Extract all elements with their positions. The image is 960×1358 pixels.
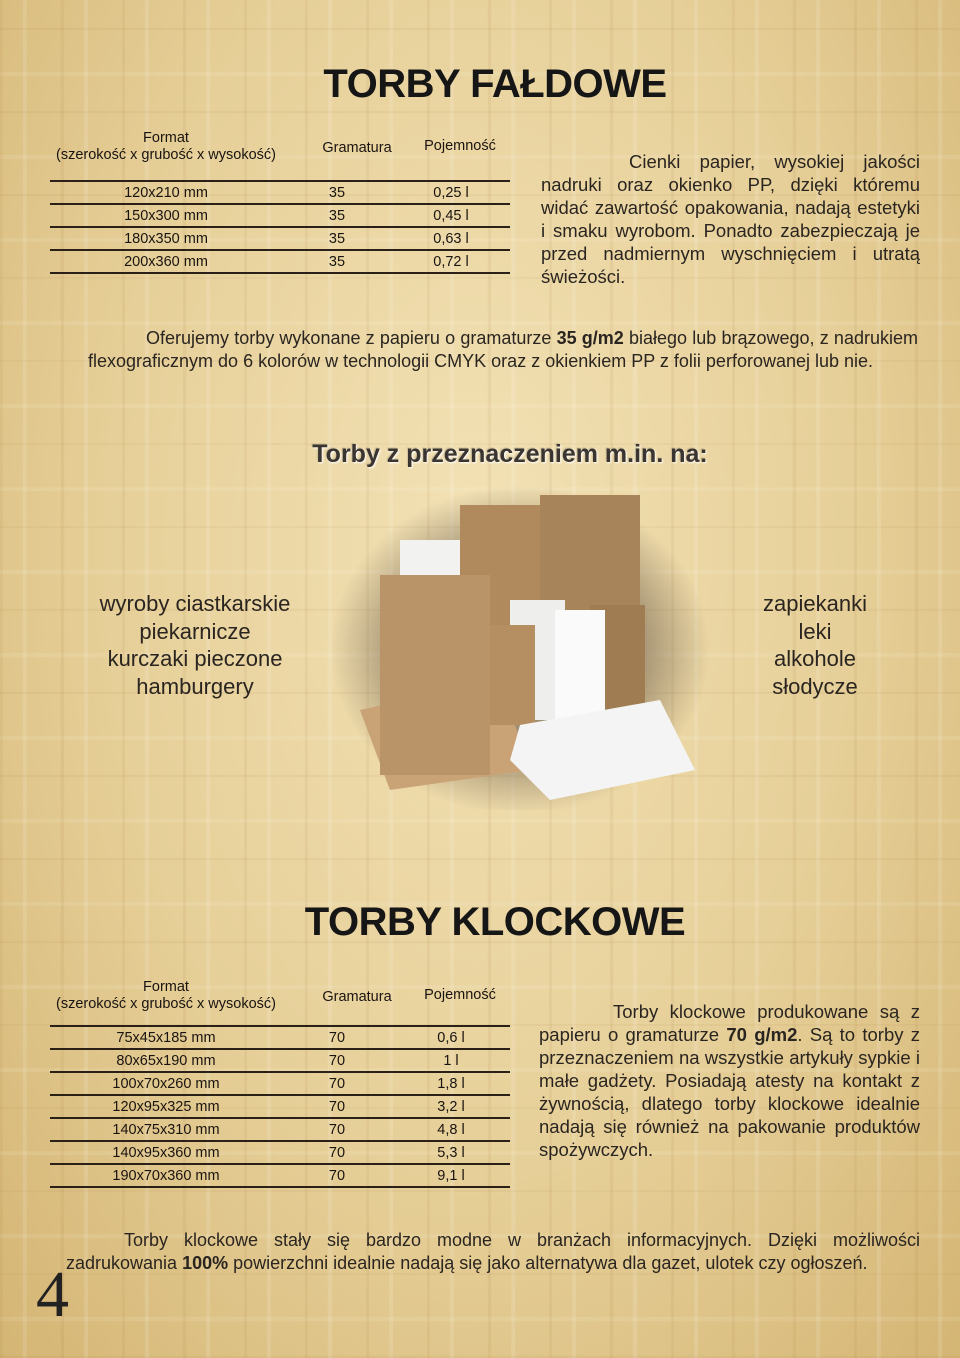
footer-paragraph bbox=[66, 1229, 920, 1275]
table-row bbox=[50, 1026, 510, 1049]
table-row bbox=[50, 1072, 510, 1095]
header-format-sub: (szerokość x grubość x wysokość) bbox=[56, 147, 276, 163]
table-row bbox=[50, 1141, 510, 1164]
offer-text-rest: białego lub brązowego, z nadrukiem flexograficznym do 6 kolorów w technologii CMYK oraz z okienkiem PP z folii perforowanej lub nie. bbox=[88, 328, 918, 371]
cell-pojemnosc: 0,25 l bbox=[392, 181, 510, 204]
footer-percent: 100% bbox=[182, 1253, 229, 1273]
cell-pojemnosc: 0,6 l bbox=[392, 1026, 510, 1049]
footer-text-rest: powierzchni idealnie nadają się jako alternatywa dla gazet, ulotek czy ogłoszeń. bbox=[228, 1253, 868, 1273]
cell-format: 80x65x190 mm bbox=[50, 1049, 282, 1072]
list-item: leki bbox=[798, 618, 832, 644]
desc-gramature: 70 g/m2 bbox=[726, 1024, 798, 1045]
offer-gramature: 35 g/m2 bbox=[556, 328, 624, 348]
cell-format: 120x95x325 mm bbox=[50, 1095, 282, 1118]
cell-format: 190x70x360 mm bbox=[50, 1164, 282, 1187]
faldowe-description: Cienki papier, wysokiej jakości nadruki oraz okienko PP, dzięki któremu widać zawartość opakowania, nadają estetyki i smaku wyrobom. Ponadto zabezpieczają je przed nadmiernym wyschnięciem i utratą świeżości. bbox=[541, 151, 920, 287]
header-format-sub: (szerokość x grubość x wysokość) bbox=[56, 996, 276, 1012]
cell-format: 150x300 mm bbox=[50, 204, 282, 227]
cell-pojemnosc: 4,8 l bbox=[392, 1118, 510, 1141]
paper-bags-photo bbox=[330, 480, 710, 810]
table-row bbox=[50, 1118, 510, 1141]
cell-pojemnosc: 0,63 l bbox=[392, 227, 510, 250]
cell-gramatura: 70 bbox=[282, 1026, 392, 1049]
cell-gramatura: 70 bbox=[282, 1049, 392, 1072]
list-item: kurczaki pieczone bbox=[107, 646, 283, 671]
cell-gramatura: 70 bbox=[282, 1095, 392, 1118]
table-row bbox=[50, 250, 510, 273]
page-number: 4 bbox=[36, 1258, 69, 1331]
table-row bbox=[50, 1095, 510, 1118]
header-pojemnosc: Pojemność bbox=[424, 987, 496, 1003]
list-item: wyroby ciastkarskie bbox=[99, 591, 291, 616]
offer-paragraph bbox=[88, 327, 918, 373]
footer-text: Torby klockowe stały się bardzo modne w branżach informacyjnych. Dzięki możliwości zadrukowania bbox=[66, 1230, 920, 1273]
purpose-title: Torby z przeznaczeniem m.in. na: bbox=[312, 440, 708, 468]
cell-pojemnosc: 3,2 l bbox=[392, 1095, 510, 1118]
header-format: Format bbox=[143, 979, 189, 995]
cell-format: 200x360 mm bbox=[50, 250, 282, 273]
cell-gramatura: 35 bbox=[282, 227, 392, 250]
header-gramatura: Gramatura bbox=[322, 989, 392, 1005]
header-pojemnosc: Pojemność bbox=[424, 138, 496, 154]
cell-pojemnosc: 9,1 l bbox=[392, 1164, 510, 1187]
cell-format: 140x95x360 mm bbox=[50, 1141, 282, 1164]
cell-format: 120x210 mm bbox=[50, 181, 282, 204]
header-format: Format bbox=[143, 130, 189, 146]
list-item: hamburgery bbox=[136, 673, 254, 699]
section-title-torby-klockowe: TORBY KLOCKOWE bbox=[304, 900, 686, 944]
table-torby-faldowe bbox=[50, 128, 510, 274]
cell-format: 100x70x260 mm bbox=[50, 1072, 282, 1095]
cell-gramatura: 35 bbox=[282, 181, 392, 204]
header-gramatura: Gramatura bbox=[322, 140, 392, 156]
cell-gramatura: 35 bbox=[282, 204, 392, 227]
cell-pojemnosc: 0,45 l bbox=[392, 204, 510, 227]
cell-gramatura: 70 bbox=[282, 1118, 392, 1141]
table-row bbox=[50, 1049, 510, 1072]
cell-pojemnosc: 5,3 l bbox=[392, 1141, 510, 1164]
cell-pojemnosc: 1 l bbox=[392, 1049, 510, 1072]
table-torby-klockowe bbox=[50, 977, 510, 1188]
purpose-list-right bbox=[690, 590, 940, 700]
cell-format: 180x350 mm bbox=[50, 227, 282, 250]
cell-gramatura: 70 bbox=[282, 1141, 392, 1164]
offer-text: Oferujemy torby wykonane z papieru o gramaturze bbox=[146, 328, 557, 348]
table-row bbox=[50, 204, 510, 227]
list-item: słodycze bbox=[772, 673, 858, 699]
desc-text: Torby klockowe produkowane są z papieru o gramaturze bbox=[539, 1001, 920, 1045]
cell-format: 75x45x185 mm bbox=[50, 1026, 282, 1049]
klockowe-description bbox=[539, 1000, 920, 1161]
cell-pojemnosc: 0,72 l bbox=[392, 250, 510, 273]
list-item: zapiekanki bbox=[763, 591, 867, 616]
cell-pojemnosc: 1,8 l bbox=[392, 1072, 510, 1095]
purpose-list-left bbox=[60, 590, 330, 700]
cell-format: 140x75x310 mm bbox=[50, 1118, 282, 1141]
list-item: alkohole bbox=[774, 646, 856, 671]
table-row bbox=[50, 181, 510, 204]
table-row bbox=[50, 227, 510, 250]
cell-gramatura: 35 bbox=[282, 250, 392, 273]
section-title-torby-faldowe: TORBY FAŁDOWE bbox=[323, 62, 667, 106]
cell-gramatura: 70 bbox=[282, 1072, 392, 1095]
list-item: piekarnicze bbox=[139, 618, 251, 644]
table-row bbox=[50, 1164, 510, 1187]
cell-gramatura: 70 bbox=[282, 1164, 392, 1187]
desc-text-rest: . Są to torby z przeznaczeniem na wszystkie artykuły sypkie i małe gadżety. Posiadają atesty na kontakt z żywnością, dlatego torby klockowe idealnie nadają się również na pakowanie produktów spożywczych. bbox=[539, 1024, 920, 1160]
